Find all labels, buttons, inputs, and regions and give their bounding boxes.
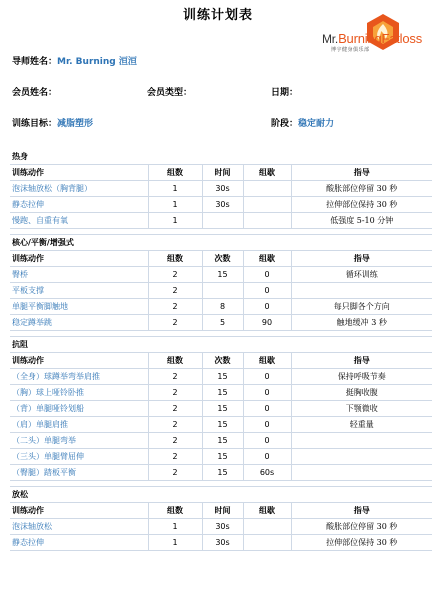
guidance-text: 低强度 5-10 分钟 xyxy=(291,213,432,229)
column-header: 指导 xyxy=(291,251,432,267)
stage-row xyxy=(271,116,334,129)
rest-value xyxy=(243,535,291,551)
rest-value xyxy=(243,197,291,213)
section-title-row xyxy=(10,487,432,503)
guidance-text: 拉伸部位保持 30 秒 xyxy=(291,535,432,551)
reps-or-time-value xyxy=(202,213,243,229)
table-row xyxy=(10,417,432,433)
table-row xyxy=(10,299,432,315)
reps-or-time-value: 15 xyxy=(202,385,243,401)
reps-or-time-value: 15 xyxy=(202,401,243,417)
table-row xyxy=(10,181,432,197)
rest-value: 90 xyxy=(243,315,291,331)
column-header: 组歇 xyxy=(243,251,291,267)
sets-value: 1 xyxy=(148,535,202,551)
reps-or-time-value: 15 xyxy=(202,433,243,449)
logo-subtitle: 博宇健身俱乐部 xyxy=(331,47,370,53)
sets-value: 1 xyxy=(148,197,202,213)
table-header-row xyxy=(10,165,432,181)
guidance-text xyxy=(291,465,432,481)
reps-or-time-value: 15 xyxy=(202,449,243,465)
goal-value: 减脂塑形 xyxy=(57,119,94,129)
sets-value: 2 xyxy=(148,315,202,331)
exercise-name: 泡沫轴放松 xyxy=(10,519,148,535)
table-header-row xyxy=(10,353,432,369)
table-row xyxy=(10,401,432,417)
section-title: 抗阻 xyxy=(10,337,432,353)
column-header: 时间 xyxy=(202,165,243,181)
column-header: 组歇 xyxy=(243,353,291,369)
reps-or-time-value: 30s xyxy=(202,197,243,213)
table-row xyxy=(10,465,432,481)
column-header: 组歇 xyxy=(243,165,291,181)
member-type-row xyxy=(147,85,192,98)
sets-value: 1 xyxy=(148,181,202,197)
rest-value: 60s xyxy=(243,465,291,481)
exercise-name: （肩）单腿肩推 xyxy=(10,417,148,433)
rest-value: 0 xyxy=(243,449,291,465)
table-row xyxy=(10,197,432,213)
exercise-name: 臀桥 xyxy=(10,267,148,283)
rest-value: 0 xyxy=(243,401,291,417)
rest-value: 0 xyxy=(243,283,291,299)
section-title-row xyxy=(10,149,432,165)
sets-value: 2 xyxy=(148,283,202,299)
sets-value: 2 xyxy=(148,401,202,417)
exercise-name: 稳定蹲举跳 xyxy=(10,315,148,331)
exercise-name: 慢跑、自重有氧 xyxy=(10,213,148,229)
sets-value: 1 xyxy=(148,213,202,229)
rest-value xyxy=(243,213,291,229)
table-row xyxy=(10,535,432,551)
stage-label: 阶段： xyxy=(271,119,299,129)
page-title: 训练计划表 xyxy=(182,8,253,23)
exercise-name: （二头）单腿弯举 xyxy=(10,433,148,449)
column-header: 训练动作 xyxy=(10,165,148,181)
column-header: 组数 xyxy=(148,251,202,267)
exercise-name: 平板支撑 xyxy=(10,283,148,299)
column-header: 指导 xyxy=(291,165,432,181)
exercise-name: （胸）球上哑铃卧推 xyxy=(10,385,148,401)
goal-label: 训练目标： xyxy=(12,119,58,129)
column-header: 训练动作 xyxy=(10,503,148,519)
sets-value: 2 xyxy=(148,369,202,385)
column-header: 次数 xyxy=(202,251,243,267)
section-title: 放松 xyxy=(10,487,432,503)
guidance-text xyxy=(291,449,432,465)
member-type-label: 会员类型： xyxy=(147,88,193,98)
rest-value xyxy=(243,181,291,197)
guidance-text: 循环训练 xyxy=(291,267,432,283)
rest-value: 0 xyxy=(243,433,291,449)
column-header: 组歇 xyxy=(243,503,291,519)
exercise-name: （背）单腿哑铃划船 xyxy=(10,401,148,417)
table-row xyxy=(10,283,432,299)
column-header: 组数 xyxy=(148,353,202,369)
section-title: 核心/平衡/增强式 xyxy=(10,235,432,251)
rest-value: 0 xyxy=(243,369,291,385)
logo-text: Mr.BurningFatloss xyxy=(322,31,423,46)
club-logo xyxy=(322,12,434,54)
coach-row xyxy=(12,54,137,67)
reps-or-time-value: 15 xyxy=(202,267,243,283)
guidance-text: 下颚微收 xyxy=(291,401,432,417)
reps-or-time-value: 5 xyxy=(202,315,243,331)
table-row xyxy=(10,449,432,465)
guidance-text: 轻重量 xyxy=(291,417,432,433)
exercise-name: （全身）球蹲举弯举肩推 xyxy=(10,369,148,385)
exercise-name: 单腿平衡脚触地 xyxy=(10,299,148,315)
sets-value: 2 xyxy=(148,417,202,433)
sets-value: 2 xyxy=(148,433,202,449)
table-row xyxy=(10,267,432,283)
section-title-row xyxy=(10,235,432,251)
date-label: 日期： xyxy=(271,88,299,98)
sets-value: 2 xyxy=(148,449,202,465)
table-row xyxy=(10,213,432,229)
reps-or-time-value: 15 xyxy=(202,369,243,385)
table-row xyxy=(10,315,432,331)
sets-value: 2 xyxy=(148,465,202,481)
reps-or-time-value: 30s xyxy=(202,535,243,551)
table-header-row xyxy=(10,251,432,267)
rest-value: 0 xyxy=(243,385,291,401)
stage-value: 稳定耐力 xyxy=(298,119,335,129)
column-header: 指导 xyxy=(291,353,432,369)
guidance-text: 保持呼吸节奏 xyxy=(291,369,432,385)
guidance-text xyxy=(291,433,432,449)
reps-or-time-value: 8 xyxy=(202,299,243,315)
table-row xyxy=(10,519,432,535)
sets-value: 1 xyxy=(148,519,202,535)
exercise-name: （臀腿）踏板平衡 xyxy=(10,465,148,481)
member-name-row xyxy=(12,85,57,98)
section-title-row xyxy=(10,337,432,353)
table-row xyxy=(10,433,432,449)
rest-value: 0 xyxy=(243,267,291,283)
column-header: 组数 xyxy=(148,165,202,181)
exercise-name: （三头）单腿臂屈伸 xyxy=(10,449,148,465)
coach-value: Mr. Burning 洹洹 xyxy=(57,57,137,67)
column-header: 组数 xyxy=(148,503,202,519)
goal-row xyxy=(12,116,93,129)
guidance-text xyxy=(291,283,432,299)
table-row xyxy=(10,385,432,401)
sets-value: 2 xyxy=(148,385,202,401)
guidance-text: 酸胀部位停留 30 秒 xyxy=(291,181,432,197)
column-header: 次数 xyxy=(202,353,243,369)
column-header: 训练动作 xyxy=(10,353,148,369)
reps-or-time-value xyxy=(202,283,243,299)
column-header: 时间 xyxy=(202,503,243,519)
exercise-name: 静态拉伸 xyxy=(10,197,148,213)
guidance-text: 每只脚各个方向 xyxy=(291,299,432,315)
rest-value: 0 xyxy=(243,299,291,315)
rest-value xyxy=(243,519,291,535)
reps-or-time-value: 30s xyxy=(202,519,243,535)
rest-value: 0 xyxy=(243,417,291,433)
sets-value: 2 xyxy=(148,267,202,283)
exercise-name: 泡沫轴放松（胸背腿） xyxy=(10,181,148,197)
exercise-name: 静态拉伸 xyxy=(10,535,148,551)
coach-label: 导师姓名： xyxy=(12,57,58,67)
column-header: 指导 xyxy=(291,503,432,519)
table-row xyxy=(10,369,432,385)
guidance-text: 挺胸收腹 xyxy=(291,385,432,401)
training-plan-table xyxy=(10,149,432,551)
column-header: 训练动作 xyxy=(10,251,148,267)
guidance-text: 酸胀部位停留 30 秒 xyxy=(291,519,432,535)
guidance-text: 触地缓冲 3 秒 xyxy=(291,315,432,331)
table-header-row xyxy=(10,503,432,519)
sets-value: 2 xyxy=(148,299,202,315)
reps-or-time-value: 15 xyxy=(202,417,243,433)
reps-or-time-value: 30s xyxy=(202,181,243,197)
date-row xyxy=(271,85,298,98)
reps-or-time-value: 15 xyxy=(202,465,243,481)
member-name-label: 会员姓名： xyxy=(12,88,58,98)
section-title: 热身 xyxy=(10,149,432,165)
guidance-text: 拉伸部位保持 30 秒 xyxy=(291,197,432,213)
